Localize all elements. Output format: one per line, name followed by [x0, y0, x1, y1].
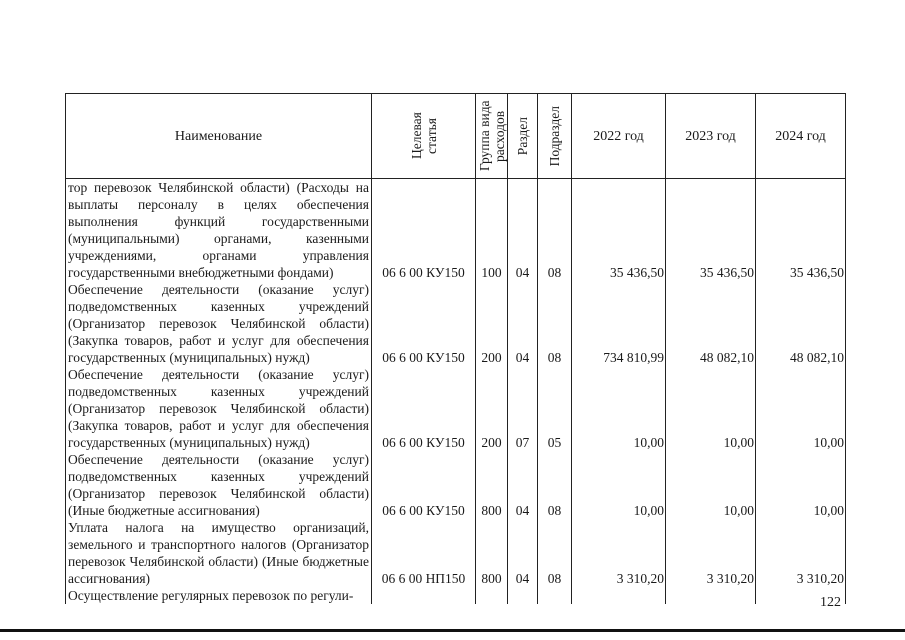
- row-group: 200: [476, 281, 508, 366]
- table-row: [66, 179, 846, 282]
- row-subsection: 08: [538, 179, 572, 282]
- row-subsection: 08: [538, 519, 572, 587]
- row-2023: 48 082,10: [666, 281, 756, 366]
- row-2024: 35 436,50: [756, 179, 846, 282]
- row-target: 06 6 00 НП150: [372, 519, 476, 587]
- row-subsection: 05: [538, 366, 572, 451]
- row-subsection: 08: [538, 451, 572, 519]
- row-group: 800: [476, 519, 508, 587]
- row-target: 06 6 00 КУ150: [372, 281, 476, 366]
- row-name: Уплата налога на имущество организаций, земельного и транспортного налогов (Организатор перевозок Челябинской области) (Иные бюджетные ассигнования): [66, 519, 372, 587]
- row-name: Обеспечение деятельности (оказание услуг) подведомственных казенных учреждений (Организатор перевозок Челябинской области) (Иные бюджетные ассигнования): [66, 451, 372, 519]
- bottom-divider: [0, 629, 905, 632]
- row-name: Обеспечение деятельности (оказание услуг) подведомственных казенных учреждений (Организатор перевозок Челябинской области) (Закупка товаров, работ и услуг для обеспечения государственных (муниципальных) нужд): [66, 366, 372, 451]
- table-row: [66, 281, 846, 366]
- row-name: тор перевозок Челябинской области) (Расходы на выплаты персоналу в целях обеспечения выполнения функций государственными (муниципальными) органами, казенными учреждениями, органами управления государственными внебюджетными фондами): [66, 179, 372, 282]
- row-section: 04: [508, 179, 538, 282]
- row-section: 04: [508, 281, 538, 366]
- row-section: 07: [508, 366, 538, 451]
- row-group: 800: [476, 451, 508, 519]
- row-group: 100: [476, 179, 508, 282]
- row-2022: 734 810,99: [572, 281, 666, 366]
- row-2024: 3 310,20: [756, 519, 846, 587]
- row-2023: 35 436,50: [666, 179, 756, 282]
- header-section: Раздел: [508, 94, 538, 179]
- row-section: 04: [508, 519, 538, 587]
- header-subsection: Подраздел: [538, 94, 572, 179]
- header-2024: 2024 год: [756, 94, 846, 179]
- row-target: 06 6 00 КУ150: [372, 366, 476, 451]
- row-name: Осуществление регулярных перевозок по регули-: [66, 587, 372, 604]
- header-2022: 2022 год: [572, 94, 666, 179]
- row-group: 200: [476, 366, 508, 451]
- row-2024: 10,00: [756, 366, 846, 451]
- row-2023: 3 310,20: [666, 519, 756, 587]
- page-number: 122: [820, 595, 841, 610]
- header-name: Наименование: [66, 94, 372, 179]
- header-group: Группа вида расходов: [476, 94, 508, 179]
- row-name: Обеспечение деятельности (оказание услуг) подведомственных казенных учреждений (Организатор перевозок Челябинской области) (Закупка товаров, работ и услуг для обеспечения государственных (муниципальных) нужд): [66, 281, 372, 366]
- row-section: 04: [508, 451, 538, 519]
- row-2022: 3 310,20: [572, 519, 666, 587]
- row-2024: 48 082,10: [756, 281, 846, 366]
- row-target: 06 6 00 КУ150: [372, 179, 476, 282]
- table-row: [66, 366, 846, 451]
- budget-table: [65, 93, 846, 604]
- row-2022: 35 436,50: [572, 179, 666, 282]
- row-2022: 10,00: [572, 451, 666, 519]
- row-2022: 10,00: [572, 366, 666, 451]
- row-2023: 10,00: [666, 451, 756, 519]
- table-row-continued: [66, 587, 846, 604]
- table-header-row: [66, 94, 846, 179]
- row-2023: 10,00: [666, 366, 756, 451]
- table-row: [66, 519, 846, 587]
- header-target: Целевая статья: [372, 94, 476, 179]
- table-row: [66, 451, 846, 519]
- row-2024: 10,00: [756, 451, 846, 519]
- row-target: 06 6 00 КУ150: [372, 451, 476, 519]
- row-subsection: 08: [538, 281, 572, 366]
- header-2023: 2023 год: [666, 94, 756, 179]
